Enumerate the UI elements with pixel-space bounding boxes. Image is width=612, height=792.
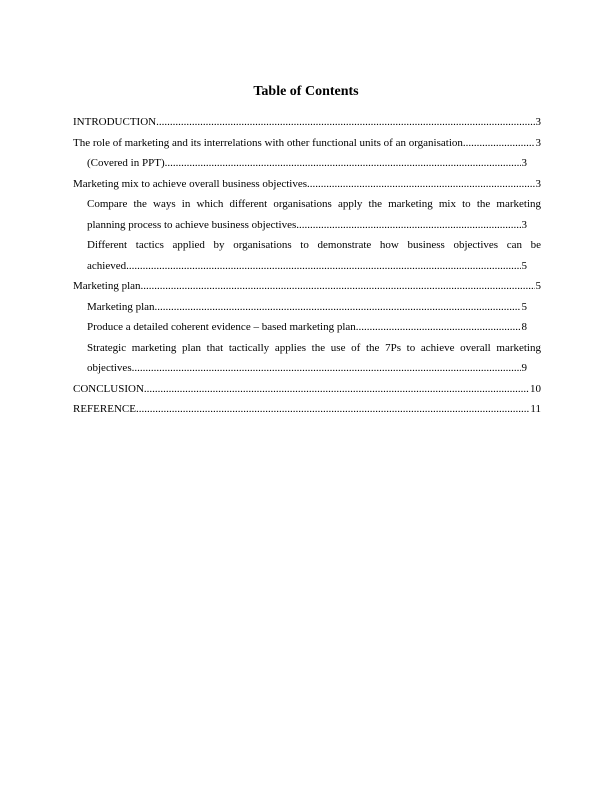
toc-entry-reference[interactable] [73, 399, 541, 420]
toc-entry-text-line2: achieved [87, 259, 127, 272]
toc-leader-dots [356, 317, 521, 338]
toc-leader-dots [155, 297, 521, 318]
toc-entry-text: Marketing plan [87, 300, 155, 313]
toc-leader-dots [136, 399, 529, 420]
toc-leader-dots [156, 112, 534, 133]
toc-entry-strategic-marketing-plan[interactable] [73, 338, 541, 379]
toc-entry-text-line1: Strategic marketing plan that tactically applies the use of the 7Ps to achieve overall marketing [87, 341, 541, 354]
toc-leader-dots [132, 358, 521, 379]
toc-page-number: 10 [530, 382, 541, 395]
toc-entry-text: The role of marketing and its interrelations with other functional units of an organisation [73, 136, 463, 149]
toc-leader-dots [296, 215, 520, 236]
toc-entry-text: Marketing mix to achieve overall business objectives [73, 177, 307, 190]
toc-entry-introduction[interactable] [73, 112, 541, 133]
toc-entry-text-line2: objectives [87, 362, 132, 374]
toc-page-number: 9 [521, 362, 527, 374]
toc-entry-covered-in-ppt[interactable] [73, 153, 541, 174]
toc-leader-dots [144, 379, 529, 400]
toc-entry-marketing-mix[interactable] [73, 174, 541, 195]
toc-page-number: 5 [521, 300, 527, 313]
toc-page-number: 3 [535, 136, 541, 149]
toc-entry-marketing-plan[interactable] [73, 297, 541, 318]
toc-page-number: 8 [521, 321, 527, 333]
toc-entry-text: Produce a detailed coherent evidence – based marketing plan [87, 321, 356, 333]
toc-entry-text-line1: Different tactics applied by organisations to demonstrate how business objectives can be [87, 239, 541, 251]
toc-entry-role-of-marketing[interactable] [73, 133, 541, 154]
toc-leader-dots [141, 276, 535, 297]
toc-entry-text: REFERENCE [73, 403, 136, 415]
toc-page-number: 3 [521, 157, 527, 169]
toc-entry-produce-detailed[interactable] [73, 317, 541, 338]
toc-title: Table of Contents [253, 84, 359, 99]
toc-page-number: 3 [535, 177, 541, 190]
toc-leader-dots [126, 256, 520, 277]
toc-page-number: 3 [535, 116, 541, 128]
toc-entry-text: (Covered in PPT) [87, 157, 165, 169]
toc-entry-text: Marketing plan [73, 280, 141, 292]
table-of-contents [73, 112, 541, 420]
toc-entry-text: CONCLUSION [73, 382, 144, 395]
toc-leader-dots [165, 153, 521, 174]
toc-page-number: 5 [521, 259, 527, 272]
toc-entry-text: INTRODUCTION [73, 116, 157, 128]
toc-page-number: 3 [521, 218, 527, 231]
toc-page-number: 11 [530, 403, 541, 415]
toc-page-number: 5 [535, 280, 541, 292]
toc-leader-dots [307, 174, 535, 195]
toc-entry-text-line1: Compare the ways in which different organisations apply the marketing mix to the marketing [87, 198, 541, 210]
toc-leader-dots [463, 133, 535, 154]
toc-entry-compare-ways[interactable] [73, 194, 541, 235]
toc-entry-text-line2: planning process to achieve business objectives [87, 218, 297, 231]
toc-entry-conclusion[interactable] [73, 379, 541, 400]
toc-entry-different-tactics[interactable] [73, 235, 541, 276]
toc-entry-marketing-plan-heading[interactable] [73, 276, 541, 297]
